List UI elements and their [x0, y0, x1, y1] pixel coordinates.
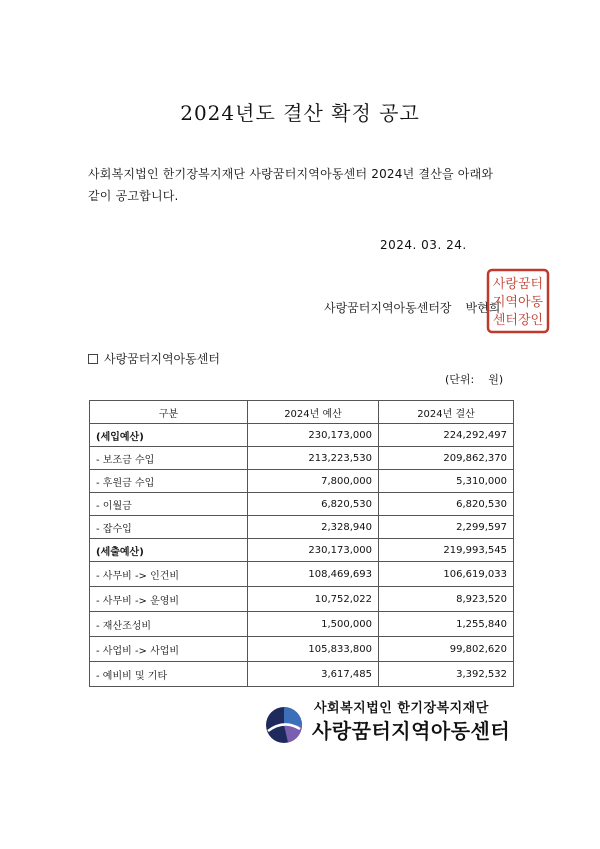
intro-line-2: 같이 공고합니다.: [88, 189, 179, 203]
row-label: - 이월금: [90, 493, 248, 516]
row-budget: 2,328,940: [248, 516, 379, 539]
row-budget: 213,223,530: [248, 447, 379, 470]
settlement-table: [89, 400, 514, 687]
table-row: [90, 612, 514, 637]
table-row: [90, 516, 514, 539]
row-budget: 7,800,000: [248, 470, 379, 493]
intro-line-1: 사회복지법인 한기장복지재단 사랑꿈터지역아동센터 2024년 결산을 아래와: [88, 167, 494, 181]
signer-name: 박현희: [465, 301, 501, 315]
unit-label: [445, 371, 503, 387]
header-budget: 2024년 예산: [248, 401, 379, 424]
page-title: 2024년도 결산 확정 공고: [180, 101, 420, 125]
seal-text-line: 센터장인: [492, 313, 544, 328]
row-label: - 후원금 수입: [90, 470, 248, 493]
table-row: [90, 447, 514, 470]
logo-subtitle: 사회복지법인 한기장복지재단: [314, 701, 489, 716]
org-heading: [88, 350, 220, 367]
row-budget: 108,469,693: [248, 562, 379, 587]
row-label: - 재산조성비: [90, 612, 248, 637]
row-settlement: 8,923,520: [379, 587, 514, 612]
official-seal: [486, 268, 550, 334]
row-label: - 사무비 -> 인건비: [90, 562, 248, 587]
table-header-row: [90, 401, 514, 424]
checkbox-icon: [88, 354, 98, 364]
foundation-logo-icon: [264, 705, 304, 745]
org-heading-text: 사랑꿈터지역아동센터: [104, 352, 220, 366]
row-budget: 230,173,000: [248, 424, 379, 447]
row-label: - 예비비 및 기타: [90, 662, 248, 687]
row-budget: 10,752,022: [248, 587, 379, 612]
announcement-date: 2024. 03. 24.: [380, 238, 467, 252]
row-label: - 보조금 수입: [90, 447, 248, 470]
row-settlement: 5,310,000: [379, 470, 514, 493]
row-budget: 3,617,485: [248, 662, 379, 687]
row-label: - 사업비 -> 사업비: [90, 637, 248, 662]
row-settlement: 1,255,840: [379, 612, 514, 637]
row-settlement: 219,993,545: [379, 539, 514, 562]
row-label: (세출예산): [90, 539, 248, 562]
header-settlement: 2024년 결산: [379, 401, 514, 424]
unit-label-value: 원): [488, 373, 504, 386]
row-settlement: 2,299,597: [379, 516, 514, 539]
foundation-logo: [264, 695, 524, 749]
table-row: [90, 662, 514, 687]
row-label: - 잡수입: [90, 516, 248, 539]
table-row: [90, 493, 514, 516]
row-budget: 230,173,000: [248, 539, 379, 562]
seal-text-line: 사랑꿈터: [492, 277, 544, 292]
row-settlement: 99,802,620: [379, 637, 514, 662]
row-settlement: 6,820,530: [379, 493, 514, 516]
row-budget: 105,833,800: [248, 637, 379, 662]
unit-label-prefix: (단위:: [445, 373, 475, 386]
row-settlement: 224,292,497: [379, 424, 514, 447]
signer-title: 사랑꿈터지역아동센터장: [324, 301, 452, 315]
table-row: [90, 587, 514, 612]
row-settlement: 209,862,370: [379, 447, 514, 470]
row-settlement: 106,619,033: [379, 562, 514, 587]
row-budget: 1,500,000: [248, 612, 379, 637]
table-row: [90, 424, 514, 447]
intro-text: [88, 163, 518, 207]
table-row: [90, 562, 514, 587]
seal-text-line: 지역아동: [492, 295, 544, 310]
table-row: [90, 637, 514, 662]
row-settlement: 3,392,532: [379, 662, 514, 687]
row-budget: 6,820,530: [248, 493, 379, 516]
table-row: [90, 539, 514, 562]
table-row: [90, 470, 514, 493]
logo-name: 사랑꿈터지역아동센터: [312, 719, 511, 743]
header-category: 구분: [90, 401, 248, 424]
row-label: (세입예산): [90, 424, 248, 447]
row-label: - 사무비 -> 운영비: [90, 587, 248, 612]
signer: [324, 299, 500, 316]
